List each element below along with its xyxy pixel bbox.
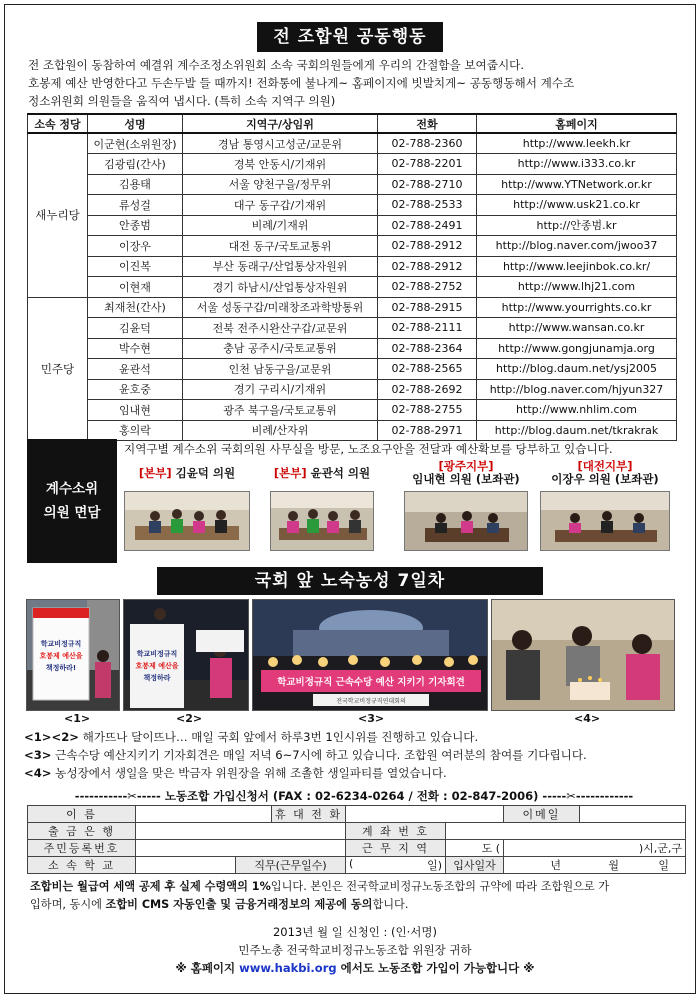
member-region: 비례/산자위 xyxy=(183,420,378,441)
party-cell: 새누리당 xyxy=(28,133,88,297)
table-row xyxy=(28,318,677,339)
member-homepage[interactable]: http://blog.daum.net/ysj2005 xyxy=(477,359,677,380)
table-row xyxy=(28,338,677,359)
member-name: 박수현 xyxy=(88,338,183,359)
cut-line: -----✂------------ xyxy=(542,789,634,803)
member-homepage[interactable]: http://www.usk21.co.kr xyxy=(477,195,677,216)
member-region: 대전 동구/국토교통위 xyxy=(183,236,378,257)
member-homepage[interactable]: http://www.yourrights.co.kr xyxy=(477,297,677,318)
intro-line: 호봉제 예산 반영한다고 두손두발 들 때까지! 전화통에 불나게~ 홈페이지에 빗발치게~ 공동행동해서 계수조 xyxy=(28,76,575,90)
member-phone: 02-788-2111 xyxy=(378,318,477,339)
table-row xyxy=(28,400,677,421)
photo-number: <2> xyxy=(176,712,203,725)
member-region: 인천 남동구을/교문위 xyxy=(183,359,378,380)
note-line: <4> 농성장에서 생일을 맞은 박금자 위원장을 위해 조촐한 생일파티를 열었습니다. xyxy=(24,766,447,780)
sit-in-title: 국회 앞 노숙농성 7일차 xyxy=(157,567,543,595)
member-name: 윤관석 xyxy=(88,359,183,380)
member-region: 경기 하남시/산업통상자원위 xyxy=(183,277,378,298)
table-row xyxy=(28,256,677,277)
member-homepage[interactable]: http://www.leekh.kr xyxy=(477,133,677,154)
member-name: 홍의락 xyxy=(88,420,183,441)
member-name: 김용태 xyxy=(88,174,183,195)
addressee: 민주노총 전국학교비정규노동조합 위원장 귀하 xyxy=(238,943,472,957)
meeting-intro: 지역구별 계수소위 국회의원 사무실을 방문, 노조요구안을 전달과 예산확보를 당부하고 있습니다. xyxy=(124,442,613,456)
member-region: 전북 전주시완산구갑/교문위 xyxy=(183,318,378,339)
member-name: 최재천(간사) xyxy=(88,297,183,318)
member-region: 대구 동구갑/기재위 xyxy=(183,195,378,216)
sign-text: 호봉제 예산을 xyxy=(39,652,83,660)
note-line: <3> 근속수당 예산지키기 기자회견은 매일 저녁 6~7시에 하고 있습니다. 조합원 여러분의 참여를 기다립니다. xyxy=(24,748,587,762)
col-header-homepage: 홈페이지 xyxy=(477,114,677,133)
join-date-field[interactable]: 년 월 일 xyxy=(504,857,686,874)
member-phone: 02-788-2491 xyxy=(378,215,477,236)
card-name: 임내현 의원 (보좌관) xyxy=(412,472,520,486)
school-field[interactable] xyxy=(136,857,236,874)
rrn-field[interactable] xyxy=(136,840,346,857)
sit-in-notes xyxy=(24,728,684,782)
member-homepage[interactable]: http://blog.daum.net/tkrakrak xyxy=(477,420,677,441)
member-region: 서울 성동구갑/미래창조과학방통위 xyxy=(183,297,378,318)
join-form xyxy=(27,805,686,874)
member-region: 경남 통영시고성군/교문위 xyxy=(183,133,378,154)
photo-number: <1> xyxy=(64,712,91,725)
page-title: 전 조합원 공동행동 xyxy=(257,22,443,52)
cut-line: -----------✂----- xyxy=(74,789,161,803)
member-region: 서울 양천구을/정무위 xyxy=(183,174,378,195)
card-name: 윤관석 의원 xyxy=(310,465,371,480)
member-phone: 02-788-2692 xyxy=(378,379,477,400)
member-homepage[interactable]: http://www.nhlim.com xyxy=(477,400,677,421)
member-phone: 02-788-2915 xyxy=(378,297,477,318)
member-name: 이장우 xyxy=(88,236,183,257)
intro-text xyxy=(28,56,678,110)
workplace-do[interactable]: 도 ( xyxy=(446,840,504,857)
sign-text: 책정하라! xyxy=(45,664,77,672)
table-row xyxy=(28,297,677,318)
table-row xyxy=(28,154,677,175)
table-row xyxy=(28,236,677,257)
sign-text: 학교비정규직 xyxy=(136,650,178,658)
party-cell: 민주당 xyxy=(28,297,88,441)
member-phone: 02-788-2752 xyxy=(378,277,477,298)
note-line: <1><2> 해가뜨나 달이뜨나… 매일 국회 앞에서 하루3번 1인시위를 진행하고 있습니다. xyxy=(24,730,479,744)
photo-number: <3> xyxy=(358,712,385,725)
col-header-party: 소속 정당 xyxy=(28,114,88,133)
sit-in-photo-4 xyxy=(491,599,675,711)
member-region: 광주 북구을/국토교통위 xyxy=(183,400,378,421)
card-region: [본부] xyxy=(138,465,172,480)
member-phone: 02-788-2364 xyxy=(378,338,477,359)
mobile-field[interactable] xyxy=(346,806,504,823)
member-homepage[interactable]: http://blog.naver.com/jwoo37 xyxy=(477,236,677,257)
homepage-link[interactable]: www.hakbi.org xyxy=(239,961,337,975)
table-row xyxy=(28,215,677,236)
member-region: 비례/기재위 xyxy=(183,215,378,236)
meeting-photo-3 xyxy=(404,491,528,551)
member-name: 김윤덕 xyxy=(88,318,183,339)
membership-terms xyxy=(30,878,680,914)
member-phone: 02-788-2201 xyxy=(378,154,477,175)
table-row xyxy=(28,359,677,380)
name-field[interactable] xyxy=(136,806,272,823)
position-field[interactable]: ( 일) xyxy=(346,857,446,874)
terms-line: 조합비는 월급여 세액 공제 후 실제 수령액의 1%입니다. 본인은 전국학교비정규노동조합의 규약에 따라 조합원으로 가 xyxy=(30,880,610,893)
account-field[interactable] xyxy=(446,823,686,840)
member-region: 충남 공주시/국토교통위 xyxy=(183,338,378,359)
representatives-table xyxy=(27,113,677,441)
homepage-notice: ※ 홈페이지 www.hakbi.org 에서도 노동조합 가입이 가능합니다 ※ xyxy=(175,961,535,975)
school-label: 소 속 학 교 xyxy=(28,857,136,874)
meeting-photo-2 xyxy=(270,491,374,551)
member-homepage[interactable]: http://www.gongjunamja.org xyxy=(477,338,677,359)
name-label: 이 름 xyxy=(28,806,136,823)
sit-in-photo-2 xyxy=(123,599,249,711)
member-phone: 02-788-2755 xyxy=(378,400,477,421)
card-region: [본부] xyxy=(273,465,307,480)
member-name: 안종범 xyxy=(88,215,183,236)
banner-subtext: 전국학교비정규직연대회의 xyxy=(336,698,406,705)
member-name: 류성걸 xyxy=(88,195,183,216)
member-name: 김광림(간사) xyxy=(88,154,183,175)
card-region: [광주지부] xyxy=(438,459,494,473)
member-region: 경북 안동시/기재위 xyxy=(183,154,378,175)
meeting-card-2 xyxy=(270,459,374,563)
sign-text: 호봉제 예산을 xyxy=(135,662,179,670)
member-region: 부산 동래구/산업통상자원위 xyxy=(183,256,378,277)
col-header-name: 성명 xyxy=(88,114,183,133)
member-phone: 02-788-2565 xyxy=(378,359,477,380)
meeting-label-line: 의원 면담 xyxy=(43,505,101,521)
join-form-header xyxy=(24,788,684,804)
table-row xyxy=(28,174,677,195)
member-phone: 02-788-2971 xyxy=(378,420,477,441)
member-phone: 02-788-2360 xyxy=(378,133,477,154)
member-name: 이진복 xyxy=(88,256,183,277)
member-homepage[interactable]: http://www.YTNetwork.or.kr xyxy=(477,174,677,195)
meeting-photo-1 xyxy=(124,491,250,551)
meeting-photo-4 xyxy=(540,491,670,551)
intro-line: 정소위원회 의원들을 움직여 냅시다. (특히 소속 지역구 의원) xyxy=(28,94,336,108)
photo-number: <4> xyxy=(574,712,601,725)
member-phone: 02-788-2710 xyxy=(378,174,477,195)
member-name: 윤호중 xyxy=(88,379,183,400)
meeting-card-3 xyxy=(404,459,528,563)
meeting-card-4 xyxy=(540,459,670,563)
meeting-card-1 xyxy=(124,459,250,563)
card-region: [대전지부] xyxy=(577,459,633,473)
sit-in-photo-1 xyxy=(26,599,120,711)
card-name: 이장우 의원 (보좌관) xyxy=(551,472,659,486)
table-row xyxy=(28,420,677,441)
workplace-label: 근 무 지 역 xyxy=(346,840,446,857)
rrn-label: 주민등록번호 xyxy=(28,840,136,857)
table-row xyxy=(28,379,677,400)
sign-text: 학교비정규직 xyxy=(40,640,82,648)
member-homepage[interactable]: http://안종범.kr xyxy=(477,215,677,236)
member-name: 임내현 xyxy=(88,400,183,421)
position-label: 직무(근무일수) xyxy=(236,857,346,874)
member-homepage[interactable]: http://www.wansan.co.kr xyxy=(477,318,677,339)
terms-line: 입하며, 동시에 조합비 CMS 자동인출 및 금융거래정보의 제공에 동의합니다. xyxy=(30,898,409,911)
email-field[interactable] xyxy=(580,806,686,823)
col-header-phone: 전화 xyxy=(378,114,477,133)
card-name: 김윤덕 의원 xyxy=(175,465,236,480)
email-label: 이메일 xyxy=(504,806,580,823)
member-name: 이군현(소위원장) xyxy=(88,133,183,154)
member-region: 경기 구리시/기재위 xyxy=(183,379,378,400)
date-line: 2013년 월 일 신청인 : (인·서명) xyxy=(272,925,438,939)
member-phone: 02-788-2912 xyxy=(378,236,477,257)
meeting-label xyxy=(27,439,117,563)
member-phone: 02-788-2533 xyxy=(378,195,477,216)
meeting-label-line: 계수소위 xyxy=(45,481,99,497)
bank-label: 출 금 은 행 xyxy=(28,823,136,840)
intro-line: 전 조합원이 동참하여 예결위 계수조정소위원회 소속 국회의원들에게 우리의 간절함을 보여줍시다. xyxy=(28,58,525,72)
join-date-label: 입사일자 xyxy=(446,857,504,874)
sit-in-photo-3 xyxy=(252,599,488,711)
table-row xyxy=(28,133,677,154)
join-form-title: 노동조합 가입신청서 (FAX : 02-6234-0264 / 전화 : 02-847-2006) xyxy=(164,789,539,803)
table-row xyxy=(28,277,677,298)
member-name: 이현재 xyxy=(88,277,183,298)
member-homepage[interactable]: http://www.leejinbok.co.kr/ xyxy=(477,256,677,277)
bank-field[interactable] xyxy=(136,823,346,840)
col-header-region: 지역구/상임위 xyxy=(183,114,378,133)
table-row xyxy=(28,195,677,216)
member-phone: 02-788-2912 xyxy=(378,256,477,277)
mobile-label: 휴 대 전 화 xyxy=(272,806,346,823)
member-homepage[interactable]: http://blog.naver.com/hjyun327 xyxy=(477,379,677,400)
account-label: 계 좌 번 호 xyxy=(346,823,446,840)
member-homepage[interactable]: http://www.lhj21.com xyxy=(477,277,677,298)
member-homepage[interactable]: http://www.i333.co.kr xyxy=(477,154,677,175)
sign-text: 책정하라 xyxy=(143,674,171,682)
workplace-city[interactable]: )시,군,구 xyxy=(504,840,686,857)
banner-text: 학교비정규직 근속수당 예산 지키기 기자회견 xyxy=(277,677,465,688)
